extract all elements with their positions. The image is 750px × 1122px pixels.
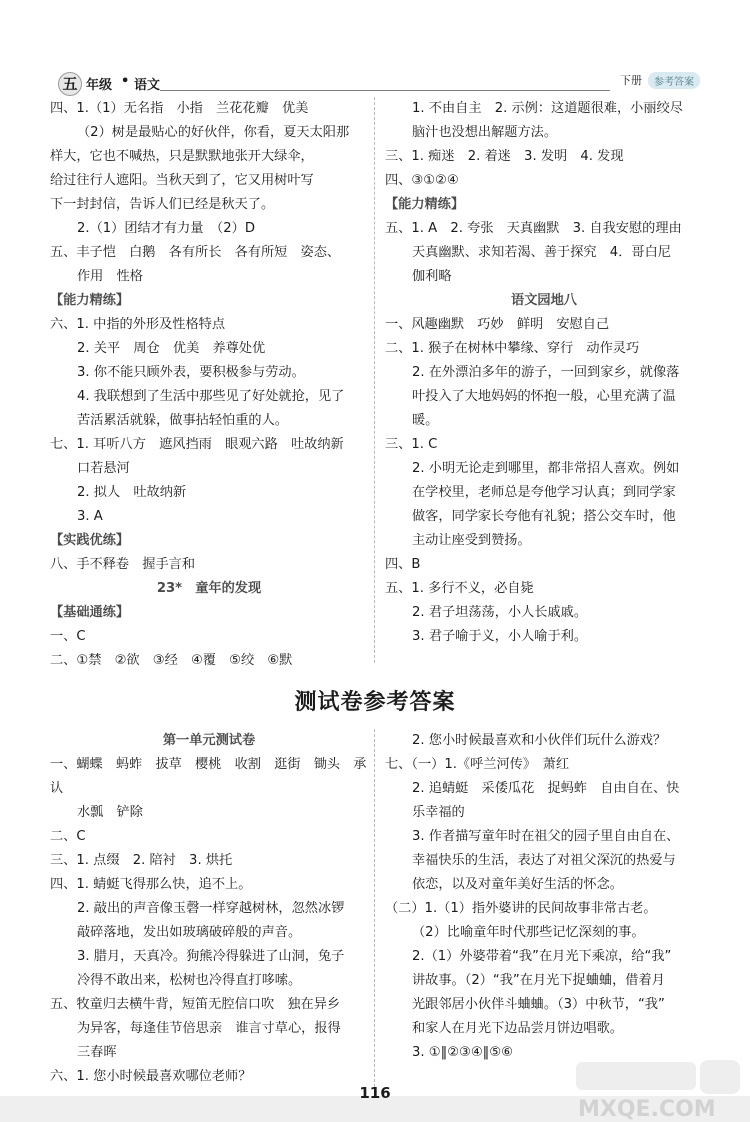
answer-line: 八、手不释卷 握手言和 [50,557,196,572]
grade-label: 年级 [86,78,113,93]
grade-badge: 五 [58,72,82,96]
right-column-bottom [385,729,703,1065]
answer-line: 伽利略 [412,269,452,284]
answer-line: 作用 性格 [77,269,143,284]
answer-line: 和家人在月光下边品尝月饼边唱歌。 [412,1021,623,1036]
section-title: 第一单元测试卷 [162,733,256,748]
answer-line: 3. 君子喻于义，小人喻于利。 [412,629,588,644]
answer-line: 三春晖 [77,1045,117,1060]
answer-line: 二、①禁 ②欲 ③经 ④覆 ⑤绞 ⑥默 [50,653,293,668]
practice-tag: 【能力精练】 [50,293,130,308]
answer-line: 四、1.（1）无名指 小指 兰花花瓣 优美 [50,101,309,116]
answer-line: 在学校里，老师总是夸他学习认真；到同学家 [412,485,676,500]
practice-tag: 【实践优练】 [50,533,130,548]
answer-line: 冷得不敢出来，松树也冷得直打哆嗦。 [77,973,302,988]
answer-line: 七、（一）1.《呼兰河传》 萧红 [385,757,570,772]
answer-line: 3. 作者描写童年时在祖父的园子里自由自在、 [412,829,680,844]
answer-line: 敲碎落地，发出如玻璃破碎般的声音。 [77,925,302,940]
answer-line: 依恋，以及对童年美好生活的怀念。 [412,877,623,892]
answer-line: 2. 在外漂泊多年的游子，一回到家乡，就像落 [412,365,680,380]
answer-line: 七、1. 耳听八方 遮风挡雨 眼观六路 吐故纳新 [50,437,344,452]
page-header [0,0,750,96]
answer-line: 幸福快乐的生活，表达了对祖父深沉的热爱与 [412,853,676,868]
answer-line: 三、1. C [385,437,438,452]
answer-line: 四、B [385,557,421,572]
answer-line: 2.（1）外婆带着“我”在月光下乘凉，给“我” [412,949,672,964]
right-column-top [385,97,703,649]
answer-line: 六、1. 中指的外形及性格特点 [50,317,226,332]
answer-line: （2）比喻童年时代那些记忆深刻的事。 [412,925,645,940]
answer-line: 1. 不由自主 2. 示例：这道题很难，小丽绞尽 [412,101,683,116]
answer-pill: 参考答案 [648,72,700,89]
answer-line: 乐幸福的 [412,805,465,820]
answer-line: 一、蝴蝶 蚂蚱 拔草 樱桃 收割 逛街 锄头 承认 [50,757,367,796]
answer-line: （2）树是最贴心的好伙伴，你看，夏天太阳那 [77,125,350,140]
answer-line: 四、③①②④ [385,173,459,188]
answer-line: 一、风趣幽默 巧妙 鲜明 安慰自己 [385,317,610,332]
answer-line: 五、牧童归去横牛背，短笛无腔信口吹 独在异乡 [50,997,341,1012]
answer-line: 2. 您小时候最喜欢和小伙伴们玩什么游戏？ [412,733,667,748]
answer-line: 五、丰子恺 白鹅 各有所长 各有所短 姿态、 [50,245,341,260]
answer-line: 3. A [77,509,103,524]
answer-line: 3. 你不能只顾外表，要积极参与劳动。 [77,365,305,380]
answer-line: 2. 拟人 吐故纳新 [77,485,187,500]
volume-label: 下册 [620,74,642,87]
answer-line: 五、1. 多行不义，必自毙 [385,581,534,596]
answer-line: 三、1. 痴迷 2. 着迷 3. 发明 4. 发现 [385,149,624,164]
answer-line: 一、C [50,629,86,644]
header-rule [160,90,610,91]
section-title: 23* 童年的发现 [156,581,262,596]
answer-line: 2. 君子坦荡荡，小人长戚戚。 [412,605,588,620]
answer-line: 下一封封信，告诉人们已经是秋天了。 [50,197,275,212]
answer-line: 2. 小明无论走到哪里，都非常招人喜欢。例如 [412,461,680,476]
answer-line: 天真幽默、求知若渴、善于探究 4．哥白尼 [412,245,671,260]
answer-line: 做客，同学家长夸他有礼貌；搭公交车时，他 [412,509,676,524]
practice-tag: 【能力精练】 [385,197,465,212]
answer-line: 四、1. 蜻蜓飞得那么快，追不上。 [50,877,252,892]
answer-line: 样大，它也不喊热，只是默默地张开大绿伞， [50,149,314,164]
left-column-bottom [50,729,368,1089]
answer-line: 脑汁也没想出解题方法。 [412,125,558,140]
practice-tag: 【基础通练】 [50,605,130,620]
answer-line: 六、1. 您小时候最喜欢哪位老师？ [50,1069,252,1084]
answer-line: 4. 我联想到了生活中那些见了好处就抢，见了 [77,389,345,404]
answer-line: 2. 追蜻蜓 采倭瓜花 捉蚂蚱 自由自在、快 [412,781,680,796]
page-number: 116 [359,1084,391,1102]
answer-line: （二）1.（1）指外婆讲的民间故事非常古老。 [385,901,657,916]
answer-line: 讲故事。（2）“我”在月光下捉蛐蛐，借着月 [412,973,665,988]
answer-line: 口若悬河 [77,461,130,476]
answer-line: 2. 敲出的声音像玉磬一样穿越树林，忽然冰锣 [77,901,345,916]
left-column-top [50,97,368,673]
watermark-logo [570,1056,745,1122]
answer-line: 叶投入了大地妈妈的怀抱一般，心里充满了温 [412,389,676,404]
answer-line: 2.（1）团结才有力量 （2）D [77,221,255,236]
watermark-text: MXQE.COM [578,1097,716,1122]
test-answers-title: 测试卷参考答案 [294,690,456,715]
bullet-icon: • [121,74,130,89]
answer-line: 3. ①‖②③④‖⑤⑥ [412,1045,513,1060]
answer-line: 主动让座受到赞扬。 [412,533,531,548]
answer-line: 暖。 [412,413,439,428]
answer-line: 水瓢 铲除 [77,805,143,820]
answer-line: 为异客，每逢佳节倍思亲 谁言寸草心，报得 [77,1021,341,1036]
section-title: 语文园地八 [511,293,577,308]
subject-label: 语文 [134,78,161,93]
answer-line: 二、1. 猴子在树林中攀缘、穿行 动作灵巧 [385,341,640,356]
answer-line: 给过往行人遮阳。当秋天到了，它又用树叶写 [50,173,314,188]
answer-line: 3. 腊月，天真冷。狗熊冷得躲进了山洞，兔子 [77,949,345,964]
answer-line: 三、1. 点缀 2. 陪衬 3. 烘托 [50,853,233,868]
answer-line: 2. 关平 周仓 优美 养尊处优 [77,341,266,356]
answer-line: 二、C [50,829,86,844]
answer-line: 苦活累活就躲，做事拈轻怕重的人。 [77,413,288,428]
column-divider-bottom [374,729,376,1092]
answer-line: 五、1. A 2. 夸张 天真幽默 3. 自我安慰的理由 [385,221,682,236]
answer-line: 光跟邻居小伙伴斗蛐蛐。（3）中秋节，“我” [412,997,665,1012]
column-divider-top [374,97,376,663]
